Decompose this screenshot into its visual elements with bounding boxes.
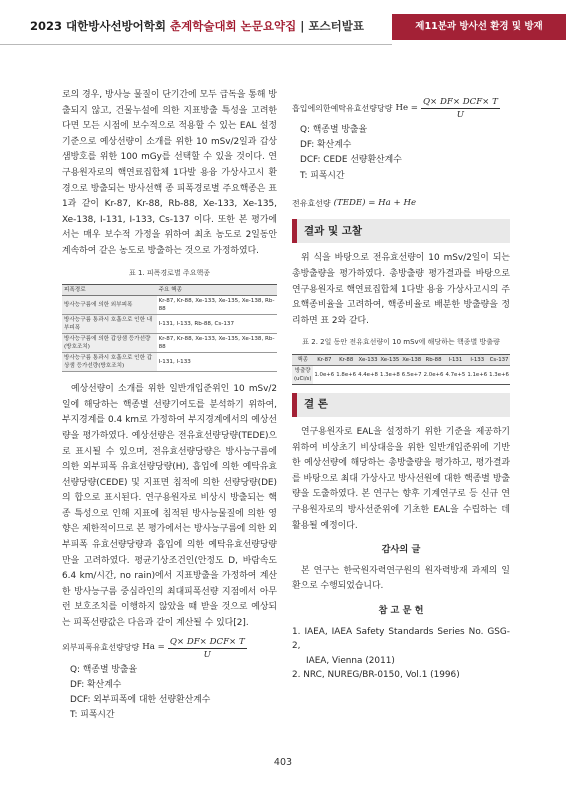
equation-numerator: Q× DF× DCF× T: [422, 97, 498, 107]
table-cell: I-131, I-133: [157, 353, 277, 372]
left-column: [62, 88, 277, 723]
table-cell: I-131, I-133, Rb-88, Cs-137: [157, 315, 277, 334]
external-dose-equation: [62, 636, 277, 661]
equation-denominator: U: [203, 649, 211, 660]
definition-item: Q: 핵종별 방출율: [70, 664, 138, 675]
reference-item: 2. NRC, NUREG/BR-0150, Vol.1 (1996): [292, 670, 460, 680]
table-cell: 4.7e+5: [444, 365, 466, 384]
equation-body: (TEDE) = Ha + He: [333, 197, 417, 208]
equation-label: 전유효선량: [292, 198, 331, 208]
equation-label: 외부피폭유효선량당량: [62, 643, 140, 653]
definition-item: DCF: 외부피폭에 대한 선량환산계수: [70, 695, 211, 706]
header-divider: [0, 44, 392, 45]
definition-item: T: 피폭시간: [70, 710, 115, 721]
equation-numerator: Q× DF× DCF× T: [169, 636, 245, 647]
section-heading-results: [292, 219, 510, 243]
acknowledgement-heading: 감사의 글: [381, 544, 421, 556]
method-paragraph: 예상선량이 소개를 위한 일반개입준위인 10 mSv/2일에 해당하는 핵종별 선량기여도를 분석하기 위하여, 부지경계를 0.4 km로 가정하여 부지경계에서의 예상선량을 평가하였다. 예상선량은 전유효선량당량(TEDE)으로 표시될 수 있으며, 전유효선량당량은 방사능구름에 의한 외부피폭 유효선량당량(H), 흡입에 의한 예탁유효선량당량(CEDE) 및 지표면 침적에 의한 선량당량(DE)의 합으로 표시된다. 연구용원자로 비상시 방출되는 핵종 특성으로 인해 지표에 침적된 방사능물질에 의한 영향은 제한적이므로 본 평가에서는 방사능구름에 의한 외부피폭 유효선량당량과 흡입에 의한 예탁유효선량당량만을 고려하였다. 평균기상조건인(안정도 D, 바람속도 6.4 km/시간, no rain)에서 지표방출을 가정하여 계산한 방사능구름 중심라인의 최대피폭선량 지점에서 아무런 보호조치를 이행하지 않았을 때 받을 것으로 예상되는 피폭선량값은 다음과 같이 계산될 수 있다[2].: [62, 384, 277, 629]
conclusion-paragraph: 연구용원자로 EAL을 설정하기 위한 기준을 제공하기 위하여 비상초기 비상대응을 위한 일반개입준위에 기반한 예상선량에 해당하는 총방출량을 평가하고, 평가결과를 바탕으로 최대 가상사고 방사선원에 대한 핵종별 방출량을 도출하였다. 본 연구는 향후 기계연구로 등 신규 연구용원자로의 방사선준위에 기초한 EAL을 수립하는 데 활용될 예정이다.: [292, 426, 510, 531]
table2-header: Kr-87: [313, 354, 335, 365]
table1-header-nuclides: 주요 핵종: [157, 285, 277, 296]
section-title: 결과 및 고찰: [304, 224, 363, 237]
definition-item: DF: 확산계수: [70, 679, 122, 690]
table-cell: 1.0e+6: [313, 365, 335, 384]
section-accent-bar: [292, 219, 297, 243]
table2-header: 핵종: [292, 354, 313, 365]
table1-caption: 표 1. 피폭경로별 주요핵종: [129, 268, 210, 277]
table-cell: Kr-87, Kr-88, Xe-133, Xe-135, Xe-138, Rb-88: [157, 296, 277, 315]
exposure-pathway-table: [62, 284, 277, 372]
definition-item: Q: 핵종별 방출율: [300, 125, 368, 135]
table-cell: 방사능구름 통과시 호흡으로 인한 갑상샘 등가선량(방호조치): [62, 353, 157, 372]
table2-header: Xe-138: [401, 354, 423, 365]
right-column: [292, 88, 510, 683]
results-paragraph: 위 식을 바탕으로 전유효선량이 10 mSv/2일이 되는 총방출량을 평가하였다. 총방출량 평가결과를 바탕으로 연구용원자로 핵연료집합체 1다발 용융 가상사고시의 주요핵종비율을 고려하여, 핵종비율로 배분한 방출량을 정리하면 표 2와 같다.: [292, 253, 510, 326]
table2-header: Cs-137: [488, 354, 510, 365]
equation-label: 흡입에의한예탁유효선량당량: [292, 103, 393, 113]
table-cell: 방출량 (uCi/s): [292, 365, 313, 384]
equation-lhs: He =: [395, 102, 418, 113]
session-badge: 제11분과 방사선 환경 및 방재: [392, 14, 566, 40]
table2-header: I-133: [466, 354, 488, 365]
table-cell: 6.5e+7: [401, 365, 423, 384]
section-accent-bar: [292, 393, 297, 417]
table-row: [62, 315, 277, 334]
table-cell: 방사능구름에 의한 갑상샘 등가선량(방호조치): [62, 334, 157, 353]
total-dose-equation: [292, 196, 510, 212]
equation-fraction: [421, 96, 500, 121]
section-title: 결 론: [304, 398, 328, 411]
header-title: [30, 18, 364, 34]
table-row: [62, 296, 277, 315]
inhalation-dose-equation: [292, 96, 510, 121]
release-rate-table: [292, 354, 510, 385]
equation-fraction: [168, 636, 247, 661]
table-cell: 1.1e+6: [466, 365, 488, 384]
references-heading: 참 고 문 헌: [378, 604, 424, 616]
header-title-rest: | 포스터발표: [300, 19, 364, 33]
table-cell: Kr-87, Kr-88, Xe-133, Xe-135, Xe-138, Rb-88: [157, 334, 277, 353]
reference-item: 1. IAEA, IAEA Safety Standards Series No. GSG-2,: [292, 626, 510, 651]
table2-header: Xe-135: [379, 354, 401, 365]
table-row: [62, 353, 277, 372]
reference-item-continuation: IAEA, Vienna (2011): [306, 655, 395, 666]
variable-definitions: [70, 663, 277, 724]
header-title-accent: 춘계학술대회 논문요약집: [170, 19, 297, 33]
table2-header: Xe-133: [357, 354, 379, 365]
page-header: [0, 0, 566, 50]
table-row: [62, 334, 277, 353]
header-title-main: 2023 대한방사선방어학회: [30, 19, 166, 33]
table1-header-pathway: 피폭경로: [62, 285, 157, 296]
table-cell: 1.3e+6: [488, 365, 510, 384]
section-heading-conclusion: [292, 393, 510, 417]
references-list: [292, 625, 510, 683]
intro-paragraph: 로의 경우, 방사능 물질이 단기간에 모두 급독을 통해 방출되지 않고, 건물누설에 의한 지표방출 특성을 고려한다면 모든 시점에 보수적으로 적용할 수 있는 EAL 설정기준으로 예상선량이 소개를 위한 10 mSv/2일과 갑상샘방호를 위한 100 mGy를 선택할 수 있을 것이다. 연구용원자로의 핵연료집합체 1다발 용융 가상사고시 환경으로 방출되는 방사선핵 종 피폭경로별 주요핵종은 표 1과 같이 Kr-87, Kr-88, Rb-88, Xe-133, Xe-135, Xe-138, I-131, I-133, Cs-137 이다. 또한 본 평가에서는 매우 보수적 가정을 위하여 최초 농도로 2일동안 계속하여 같은 농도로 방출하는 것으로 가정하였다.: [62, 90, 277, 256]
table-cell: 4.4e+8: [357, 365, 379, 384]
table-cell: 2.0e+6: [423, 365, 445, 384]
table2-header: Rb-88: [423, 354, 445, 365]
equation-lhs: Ha =: [142, 642, 165, 653]
definition-item: DCF: CEDE 선량환산계수: [300, 155, 402, 166]
table2-header: Kr-88: [335, 354, 357, 365]
acknowledgement-text: 본 연구는 한국원자력연구원의 원자력방재 과제의 일환으로 수행되었습니다.: [292, 565, 510, 592]
definition-item: T: 피폭시간: [300, 170, 345, 181]
variable-definitions: [300, 123, 510, 184]
table-row: [292, 365, 510, 384]
definition-item: DF: 확산계수: [300, 140, 352, 151]
equation-denominator: U: [456, 110, 465, 120]
table-cell: 1.8e+6: [335, 365, 357, 384]
table-cell: 방사능구름에 의한 외부피폭: [62, 296, 157, 315]
table-cell: 방사능구름 통과시 호흡으로 인한 내부피폭: [62, 315, 157, 334]
table2-caption: 표 2. 2일 동안 전유효선량이 10 mSv에 해당하는 핵종별 방출량: [302, 338, 500, 347]
table-cell: 1.3e+8: [379, 365, 401, 384]
page-number: 403: [273, 757, 293, 768]
table2-header: I-131: [444, 354, 466, 365]
